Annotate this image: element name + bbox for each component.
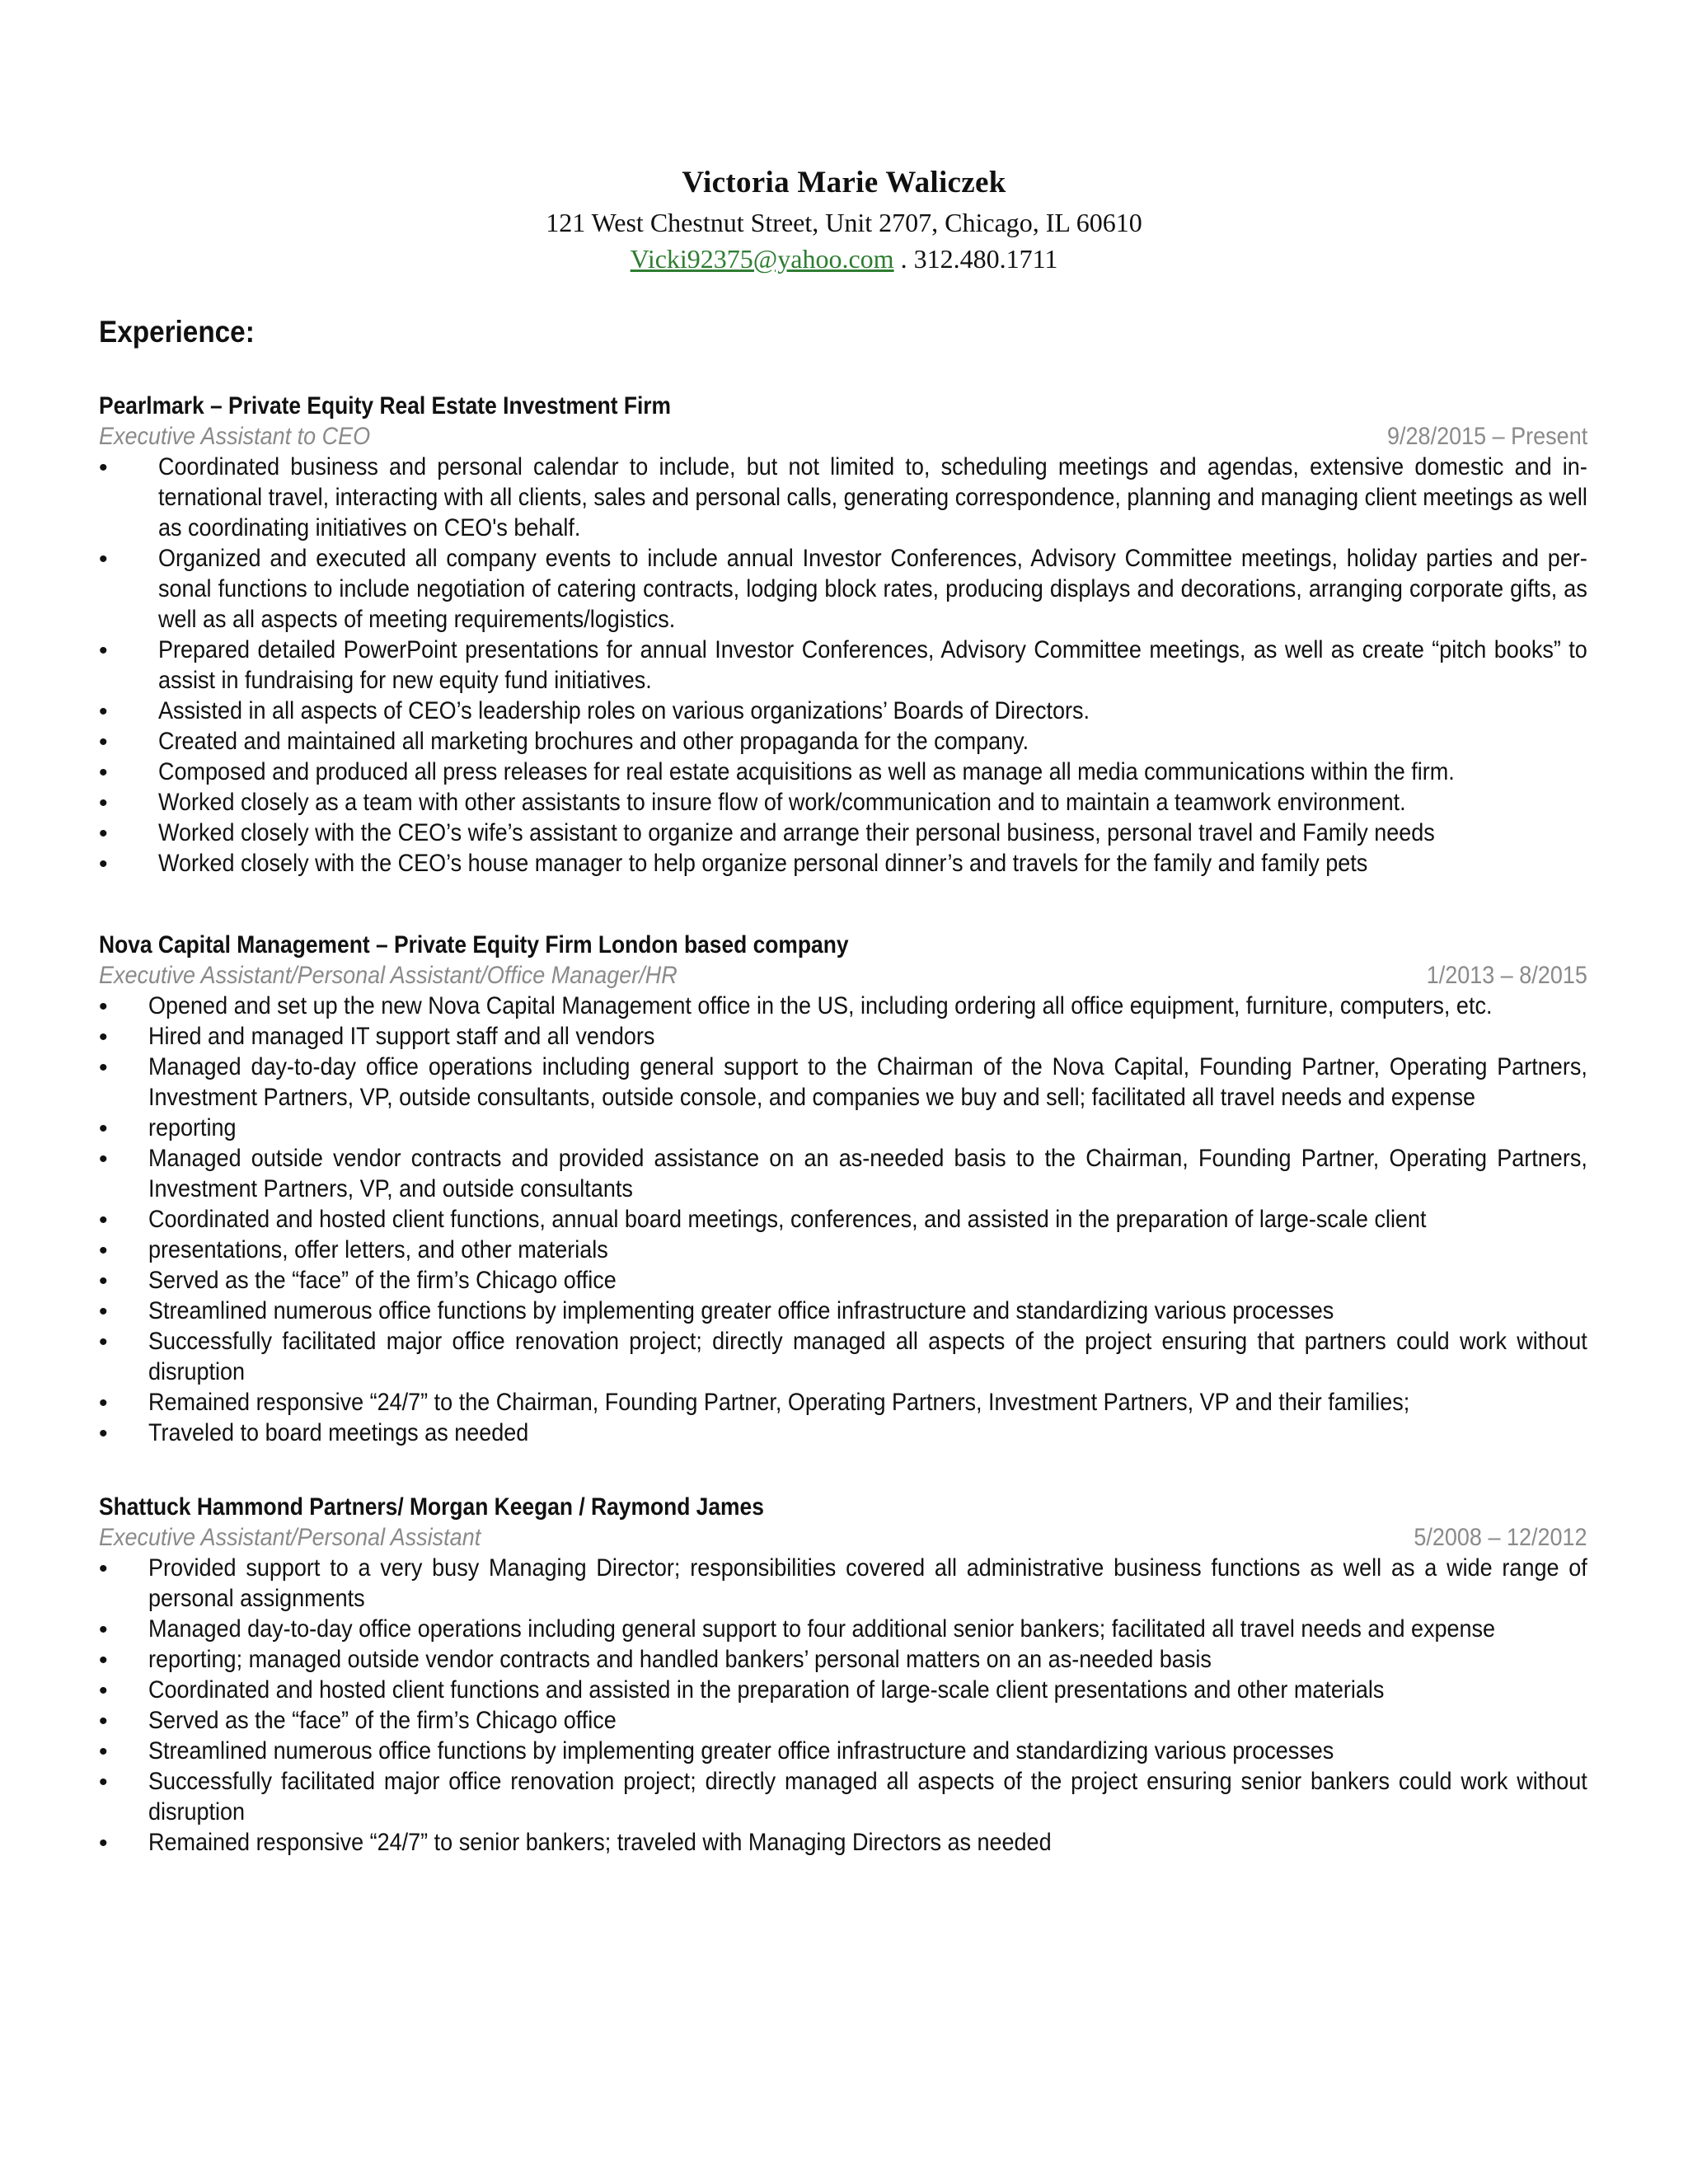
list-item: • reporting: [99, 1114, 237, 1142]
address: 121 West Chestnut Street, Unit 2707, Chicago, IL 60610: [546, 208, 1142, 237]
job-nova-capital: [99, 930, 1587, 1448]
list-item: • Created and maintained all marketing brochures and other propaganda for the company.: [99, 728, 1029, 756]
role-row: [99, 422, 1587, 452]
bullet-icon: •: [99, 1268, 108, 1295]
bullet-icon: •: [99, 1738, 108, 1765]
job-title: Executive Assistant to CEO: [99, 423, 371, 450]
list-item: • Worked closely with the CEO’s wife’s assistant to organize and arrange their personal business, personal travel and Family needs: [99, 819, 1435, 847]
bullet-icon: •: [99, 1390, 108, 1417]
list-item: • Managed day-to-day office operations including general support to the Chairman of the Nova Capital, Founding Partner, Operating Partners, Investment Partners, VP, outside consultants, outside console, and companies we buy and sell; facilitated all travel needs and expense: [99, 1053, 1587, 1111]
list-item: • Opened and set up the new Nova Capital Management office in the US, including ordering all office equipment, furniture, computers, etc.: [99, 992, 1493, 1020]
list-item: • Prepared detailed PowerPoint presentations for annual Investor Conferences, Advisory Committee meetings, as well as create “pitch books” to assist in fundraising for new equity fund initiatives.: [99, 636, 1587, 694]
bullet-list: [99, 1553, 1587, 1858]
bullet-icon: •: [99, 1616, 108, 1643]
bullet-icon: •: [99, 759, 108, 786]
bullet-icon: •: [99, 1555, 108, 1582]
job-dates: 5/2008 – 12/2012: [1414, 1524, 1587, 1551]
list-item: • Served as the “face” of the firm’s Chicago office: [99, 1707, 617, 1735]
bullet-icon: •: [99, 698, 108, 725]
role-row: [99, 961, 1587, 991]
company-name: Shattuck Hammond Partners/ Morgan Keegan / Raymond James: [99, 1493, 764, 1521]
bullet-icon: •: [99, 546, 108, 573]
list-item: • Coordinated business and personal calendar to include, but not limited to, scheduling meetings and agendas, extensive domestic and in-ternational travel, interacting with all clients, sales and personal calls, generating correspondence, planning and managing client meetings as well as coordinating initiatives on CEO's behalf.: [99, 453, 1587, 541]
bullet-icon: •: [99, 454, 108, 481]
bullet-icon: •: [99, 1647, 108, 1674]
bullet-icon: •: [99, 1420, 108, 1447]
list-item: • Traveled to board meetings as needed: [99, 1419, 529, 1447]
job-title: Executive Assistant/Personal Assistant/Office Manager/HR: [99, 962, 678, 989]
email-link[interactable]: Vicki92375@yahoo.com: [630, 244, 894, 274]
bullet-icon: •: [99, 729, 108, 756]
bullet-icon: •: [99, 820, 108, 847]
list-item: • Organized and executed all company events to include annual Investor Conferences, Advisory Committee meetings, holiday parties and per-sonal functions to include negotiation of catering contracts, lodging block rates, producing displays and decorations, arranging corporate gifts, as well as all aspects of meeting requirements/logistics.: [99, 545, 1587, 633]
bullet-icon: •: [99, 1329, 108, 1356]
phone: . 312.480.1711: [893, 244, 1058, 274]
bullet-icon: •: [99, 1054, 108, 1081]
list-item: • Assisted in all aspects of CEO’s leadership roles on various organizations’ Boards of Directors.: [99, 697, 1090, 725]
list-item: • Managed outside vendor contracts and provided assistance on an as-needed basis to the Chairman, Founding Partner, Operating Partners, Investment Partners, VP, and outside consultants: [99, 1145, 1587, 1202]
company-name: Pearlmark – Private Equity Real Estate Investment Firm: [99, 392, 672, 419]
list-item: • Coordinated and hosted client functions, annual board meetings, conferences, and assisted in the preparation of large-scale client: [99, 1206, 1427, 1234]
contact-line: [0, 244, 1688, 274]
bullet-icon: •: [99, 1708, 108, 1735]
list-item: • Managed day-to-day office operations including general support to four additional senior bankers; facilitated all travel needs and expense: [99, 1615, 1496, 1643]
job-title: Executive Assistant/Personal Assistant: [99, 1524, 481, 1551]
list-item: • Successfully facilitated major office renovation project; directly managed all aspects of the project ensuring senior bankers could work without disruption: [99, 1768, 1587, 1825]
bullet-icon: •: [99, 1024, 108, 1051]
list-item: • Served as the “face” of the firm’s Chicago office: [99, 1267, 617, 1295]
role-row: [99, 1523, 1587, 1553]
bullet-icon: •: [99, 993, 108, 1020]
list-item: • Hired and managed IT support staff and all vendors: [99, 1023, 655, 1051]
list-item: • Worked closely with the CEO’s house manager to help organize personal dinner’s and travels for the family and family pets: [99, 850, 1368, 878]
bullet-list: [99, 991, 1587, 1448]
bullet-icon: •: [99, 637, 108, 664]
bullet-list: [99, 452, 1587, 879]
list-item: • presentations, offer letters, and other materials: [99, 1236, 608, 1264]
list-item: • Successfully facilitated major office renovation project; directly managed all aspects of the project ensuring that partners could work without disruption: [99, 1328, 1587, 1385]
bullet-icon: •: [99, 1115, 108, 1142]
bullet-icon: •: [99, 1677, 108, 1704]
list-item: • Worked closely as a team with other assistants to insure flow of work/communication and to maintain a teamwork environment.: [99, 789, 1406, 817]
job-dates: 9/28/2015 – Present: [1386, 423, 1587, 450]
bullet-icon: •: [99, 1237, 108, 1264]
bullet-icon: •: [99, 1298, 108, 1325]
job-shattuck-hammond: [99, 1492, 1587, 1858]
bullet-icon: •: [99, 790, 108, 817]
job-dates: 1/2013 – 8/2015: [1426, 962, 1587, 989]
experience-heading: Experience:: [99, 315, 255, 349]
list-item: • Remained responsive “24/7” to the Chairman, Founding Partner, Operating Partners, Investment Partners, VP and their families;: [99, 1389, 1410, 1417]
job-pearlmark: [99, 391, 1587, 879]
company-name: Nova Capital Management – Private Equity Firm London based company: [99, 931, 849, 958]
list-item: • Streamlined numerous office functions by implementing greater office infrastructure and standardizing various processes: [99, 1297, 1334, 1325]
bullet-icon: •: [99, 1830, 108, 1857]
list-item: • Streamlined numerous office functions by implementing greater office infrastructure and standardizing various processes: [99, 1737, 1334, 1765]
list-item: • Remained responsive “24/7” to senior bankers; traveled with Managing Directors as needed: [99, 1829, 1052, 1857]
bullet-icon: •: [99, 1146, 108, 1173]
candidate-name: Victoria Marie Waliczek: [682, 166, 1006, 199]
bullet-icon: •: [99, 1207, 108, 1234]
bullet-icon: •: [99, 1769, 108, 1796]
bullet-icon: •: [99, 851, 108, 878]
list-item: • Coordinated and hosted client functions and assisted in the preparation of large-scale client presentations and other materials: [99, 1676, 1385, 1704]
list-item: • Composed and produced all press releases for real estate acquisitions as well as manage all media communications within the firm.: [99, 758, 1455, 786]
list-item: • Provided support to a very busy Managing Director; responsibilities covered all administrative business functions as well as a wide range of personal assignments: [99, 1554, 1587, 1612]
list-item: • reporting; managed outside vendor contracts and handled bankers’ personal matters on an as-needed basis: [99, 1646, 1212, 1674]
